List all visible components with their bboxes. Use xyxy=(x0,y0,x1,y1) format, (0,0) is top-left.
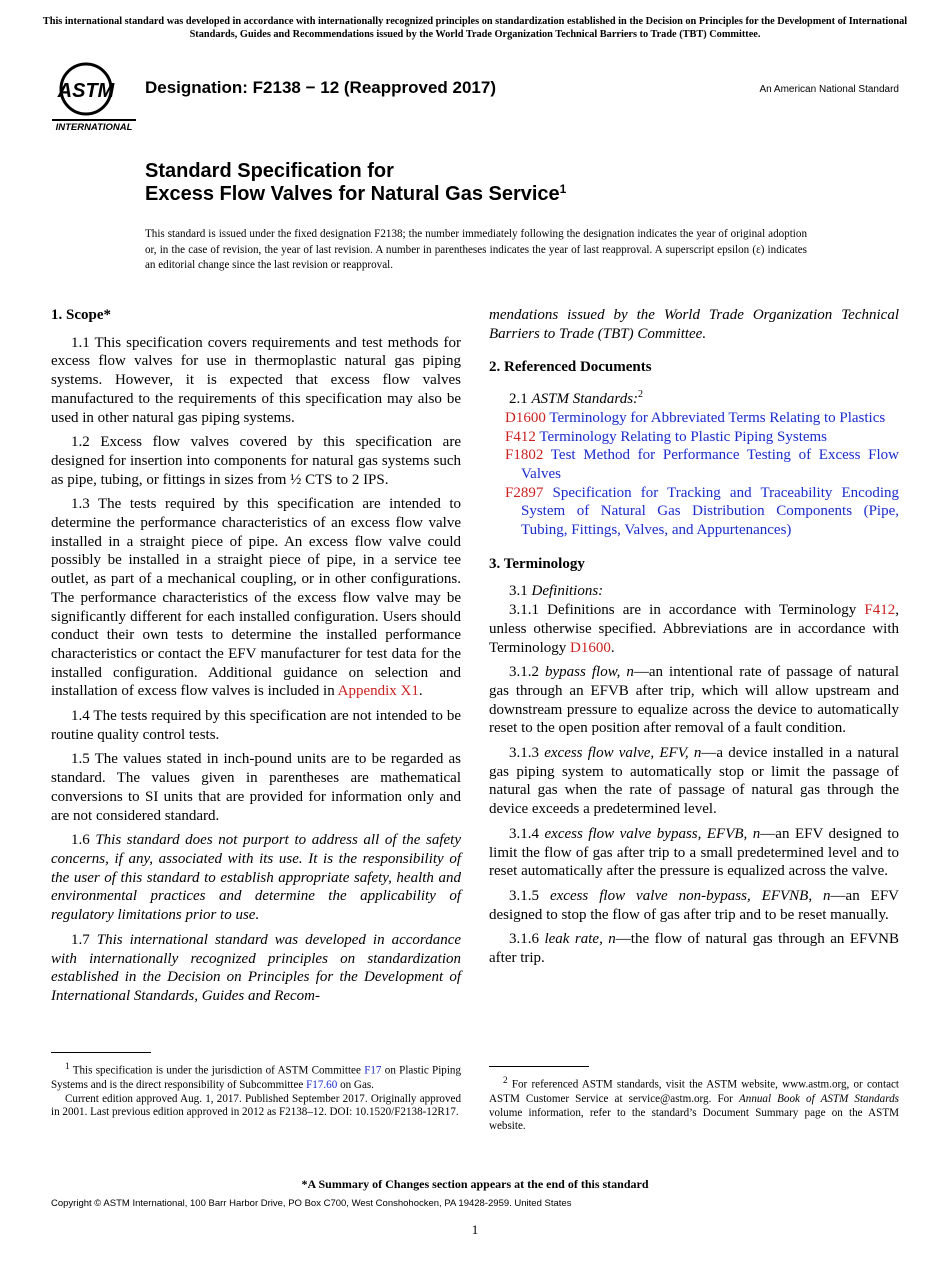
para-1-7-continued: mendations issued by the World Trade Organization Technical Barriers to Trade (TBT) Committee. xyxy=(489,307,899,342)
term-definition: —an intentional rate of passage of natural gas through an EFVB after trip, which will allow upstream and downstream pressure to equalize across the device to automatically reset to the open position after removal of a fault condition. xyxy=(489,664,900,737)
logo-letters: ASTM xyxy=(57,80,115,102)
reference-item xyxy=(505,484,899,540)
term-name: leak rate, n xyxy=(544,931,616,948)
term-3-1-3 xyxy=(489,744,899,819)
term-3-1-1-text-c: . xyxy=(610,639,615,656)
footnote-1-mark: 1 xyxy=(65,1062,70,1072)
title-footnote-mark[interactable]: 1 xyxy=(559,182,567,196)
definitions-label: Definitions: xyxy=(531,583,604,600)
term-3-1-5 xyxy=(489,887,899,924)
footnote-1-text-c: on Gas. xyxy=(340,1078,374,1091)
reference-item xyxy=(505,428,899,447)
definitions-num: 3.1 xyxy=(509,583,528,600)
term-num: 3.1.2 xyxy=(509,664,539,681)
f412-link[interactable]: F412 xyxy=(864,602,896,619)
term-definition: —the flow of natural gas through an EFVNB after trip. xyxy=(489,931,899,967)
reference-code-link[interactable]: F412 xyxy=(505,428,536,445)
standard-note: This standard is issued under the fixed designation F2138; the number immediately following the designation indicates the year of original adoption or, in the case of revision, the year of last revision. A number in parentheses indicates the year of last reapproval. A superscript epsilon (ε) indicates an editorial change since the last revision or reapproval. xyxy=(145,228,807,271)
term-name: excess flow valve, EFV, n xyxy=(544,745,702,762)
term-3-1-4 xyxy=(489,825,899,881)
term-num: 3.1.6 xyxy=(509,931,539,948)
document-title xyxy=(145,160,566,206)
terminology-heading: 3. Terminology xyxy=(489,555,585,572)
para-1-3-end: . xyxy=(418,683,423,700)
para-1-6 xyxy=(51,831,461,925)
para-1-6-num: 1.6 xyxy=(71,832,90,849)
footnote-rule-left xyxy=(51,1052,151,1053)
american-national-standard-label: An American National Standard xyxy=(759,84,899,95)
astm-logo xyxy=(52,57,136,133)
para-1-7-num: 1.7 xyxy=(71,931,90,948)
reference-item xyxy=(505,446,899,483)
page-number: 1 xyxy=(471,1222,479,1237)
reference-title-link[interactable]: Specification for Tracking and Traceability Encoding System of Natural Gas Distribution Components (Pipe, Tubing, Fittings, Valves, and Appurtenances) xyxy=(521,484,900,539)
summary-of-changes-note: *A Summary of Changes section appears at the end of this standard xyxy=(301,1177,649,1191)
logo-subtext: INTERNATIONAL xyxy=(55,122,133,133)
para-1-2: 1.2 Excess flow valves covered by this specification are designed for insertion into components for natural gas systems such as pipe, tubing, or fittings in sizes from ½ CTS to 2 IPS. xyxy=(51,434,461,488)
f17-60-link[interactable]: F17.60 xyxy=(306,1078,338,1091)
title-line-1: Standard Specification for xyxy=(145,160,394,182)
term-name: excess flow valve bypass, EFVB, n xyxy=(544,825,761,842)
term-definition: —an EFV designed to stop the flow of gas after trip and to be reset manually. xyxy=(489,887,900,923)
para-1-7 xyxy=(51,931,461,1006)
para-1-4: 1.4 The tests required by this specification are not intended to be routine quality control tests. xyxy=(51,708,461,743)
footnote-2-annual-book: Annual Book of ASTM Standards xyxy=(739,1092,900,1105)
footnote-1-text-a: This specification is under the jurisdiction of ASTM Committee xyxy=(72,1064,361,1077)
term-definition: —an EFV designed to limit the flow of gas after trip to a small predetermined level and to reset automatically after the pressure is equalized across the valve. xyxy=(489,825,899,880)
term-3-1-1-text-b: , unless otherwise specified. Abbreviations are in accordance with Terminology xyxy=(489,602,899,656)
term-num: 3.1.5 xyxy=(509,887,539,904)
para-1-7-text: This international standard was developed in accordance with internationally recognized principles on standardization established in the Decision on Principles for the Development of International Standards, Guides and Recom- xyxy=(51,931,462,1004)
footnote-rule-right xyxy=(489,1066,589,1067)
term-3-1-2 xyxy=(489,663,899,738)
f17-link[interactable]: F17 xyxy=(364,1064,382,1077)
reference-item xyxy=(505,409,899,428)
footnote-2-mark: 2 xyxy=(503,1076,508,1086)
para-1-3-text: 1.3 The tests required by this specification are intended to determine the performance characteristics of an excess flow valve installed in a straight piece of pipe. An excess flow valve could possibly be installed in a straight piece of pipe, in a service tee outlet, as part of a mechanical coupling, or in other configurations. The performance characteristics of the excess flow valve may be significantly different for each installed configuration. Users should conduct their own tests to determine the installed performance characteristics or contact the EFV manufacturer for test data for the installed configuration. Additional guidance on selection and installation of excess flow valves is included in xyxy=(51,496,461,700)
footnote-2-text-b: volume information, refer to the standard’s Document Summary page on the ASTM website. xyxy=(489,1106,899,1133)
references-heading: 2. Referenced Documents xyxy=(489,359,652,376)
footnote-1 xyxy=(51,1061,461,1120)
para-1-1: 1.1 This specification covers requirements and test methods for excess flow valves for use in thermoplastic natural gas piping systems. However, it is expected that excess flow valves manufactured to the requirements of this specification may also be used in other natural gas piping systems. xyxy=(51,334,461,426)
para-1-3 xyxy=(51,495,461,701)
reference-title-link[interactable]: Test Method for Performance Testing of Excess Flow Valves xyxy=(521,447,899,482)
term-3-1-6 xyxy=(489,930,899,967)
reference-title-link[interactable]: Terminology Relating to Plastic Piping Systems xyxy=(539,428,828,445)
term-name: bypass flow, n xyxy=(545,664,634,681)
footnote-1-text-b: on Plastic Piping Systems and is the direct responsibility of Subcommittee xyxy=(51,1064,462,1091)
astm-standards-subheading xyxy=(489,386,899,409)
term-num: 3.1.4 xyxy=(509,825,539,842)
definitions-subheading xyxy=(489,582,899,601)
d1600-link[interactable]: D1600 xyxy=(570,639,611,656)
reference-code-link[interactable]: F1802 xyxy=(505,447,544,464)
astm-standards-label: ASTM Standards: xyxy=(531,391,639,408)
term-num: 3.1.3 xyxy=(509,745,539,762)
footnote-2 xyxy=(489,1075,899,1134)
reference-title-link[interactable]: Terminology for Abbreviated Terms Relating to Plastics xyxy=(549,409,886,426)
top-notice: This international standard was developed in accordance with internationally recognized principles on standardization established in the Decision on Principles for the Development of International Standards, Guides and Recommendations issued by the World Trade Organization Technical Barriers to Trade (TBT) Committee. xyxy=(42,16,908,40)
copyright-line: Copyright © ASTM International, 100 Barr Harbor Drive, PO Box C700, West Conshohocken, PA 19428-2959. United States xyxy=(51,1198,572,1209)
reference-code-link[interactable]: D1600 xyxy=(505,409,546,426)
left-column xyxy=(51,306,461,1012)
scope-heading: 1. Scope* xyxy=(51,307,111,323)
para-1-5: 1.5 The values stated in inch-pound units are to be regarded as standard. The values given in parentheses are mathematical conversions to SI units that are provided for information only and are not considered standard. xyxy=(51,751,461,824)
footnote-1-approval: Current edition approved Aug. 1, 2017. Published September 2017. Originally approved in 2001. Last previous edition approved in 2012 as F2138–12. DOI: 10.1520/F2138-12R17. xyxy=(51,1092,461,1119)
title-line-2: Excess Flow Valves for Natural Gas Service xyxy=(145,183,560,205)
term-name: excess flow valve non-bypass, EFVNB, n xyxy=(549,887,831,904)
footnote-2-text-a: For referenced ASTM standards, visit the ASTM website, www.astm.org, or contact ASTM Customer Service at service@astm.org. For xyxy=(489,1078,899,1105)
appendix-x1-link[interactable]: Appendix X1 xyxy=(337,683,419,700)
right-column xyxy=(489,306,899,974)
term-3-1-1-text-a: 3.1.1 Definitions are in accordance with Terminology xyxy=(509,602,857,619)
reference-code-link[interactable]: F2897 xyxy=(505,484,544,501)
para-1-6-text: This standard does not purport to address all of the safety concerns, if any, associated with its use. It is the responsibility of the user of this standard to establish appropriate safety, health and environmental practices and determine the applicability of regulatory limitations prior to use. xyxy=(51,832,462,924)
designation: Designation: F2138 − 12 (Reapproved 2017) xyxy=(145,78,496,97)
astm-standards-footnote-mark[interactable]: 2 xyxy=(638,389,644,401)
term-definition: —a device installed in a natural gas piping system to automatically stop or limit the passage of natural gas when the rate of passage of natural gas through the device exceeds a predetermined level. xyxy=(489,745,900,818)
astm-standards-num: 2.1 xyxy=(509,391,528,408)
term-3-1-1 xyxy=(489,601,899,657)
